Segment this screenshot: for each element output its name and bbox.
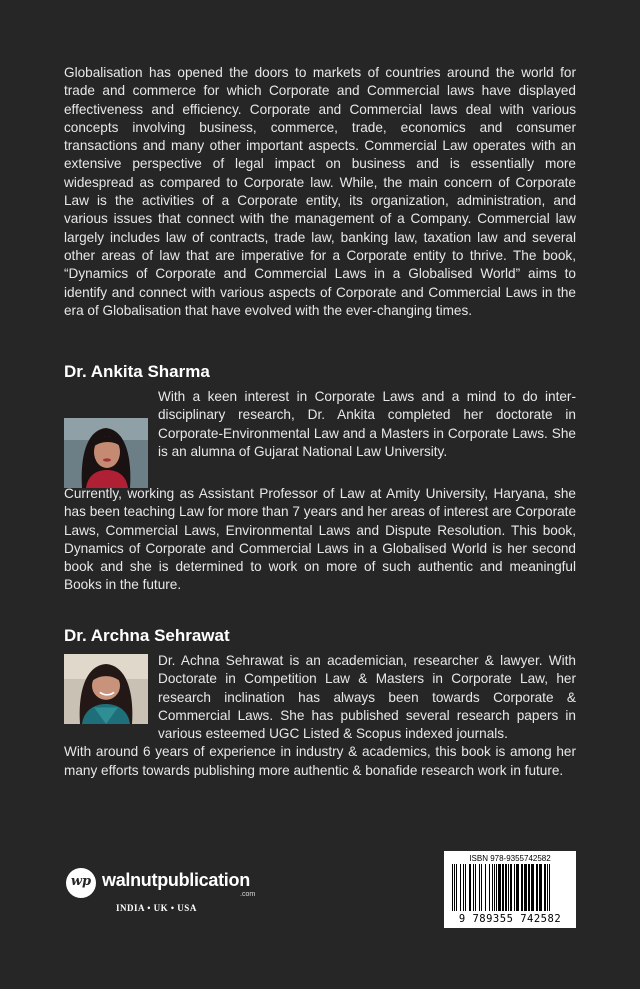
barcode-bar <box>485 864 486 911</box>
walnut-logo-icon: wp <box>66 868 96 898</box>
barcode-bar <box>508 864 509 911</box>
isbn-label: ISBN 978-9355742582 <box>469 854 551 863</box>
barcode-bar <box>547 864 548 911</box>
publisher-domain: .com <box>240 891 256 898</box>
barcode-bar <box>456 864 457 911</box>
barcode-bar <box>473 864 474 911</box>
barcode-bar <box>544 864 546 911</box>
barcode-bar <box>536 864 538 911</box>
barcode-digits: 9 789355 742582 <box>458 913 562 925</box>
barcode-bar <box>502 864 504 911</box>
barcode-bar <box>496 864 497 911</box>
author-bio-ankita-para1: With a keen interest in Corporate Laws and a mind to do inter-disciplinary research, Dr. Ankita completed her doctorate in Corporate-Environmental Law and a Masters in Corporate Laws. She is an alumna of Gujarat National Law University. <box>158 389 576 459</box>
barcode-bar <box>475 864 476 911</box>
author-bio-ankita-para2: Currently, working as Assistant Professor of Law at Amity University, Haryana, she has been teaching Law for more than 7 years and her areas of interest are Corporate Laws, Commercial Laws, Environmental Laws and Dispute Resolution. This book, Dynamics of Corporate and Commercial Laws in a Globalised World is her second book and she is determined to work on more of such authentic and meaningful Books in the future. <box>64 486 576 593</box>
barcode-bar <box>531 864 534 911</box>
publisher-regions: INDIA • UK • USA <box>116 903 197 913</box>
publisher-logo-block <box>64 862 274 922</box>
barcode-bar <box>481 864 482 911</box>
barcode-bar <box>516 864 519 911</box>
barcode-bar <box>528 864 530 911</box>
author-name-ankita-sharma: Dr. Ankita Sharma <box>64 362 210 381</box>
barcode-bar <box>465 864 466 911</box>
barcode-bar <box>469 864 471 911</box>
author-bio-archna-para1: Dr. Achna Sehrawat is an academician, researcher & lawyer. With Doctorate in Competition Law & Masters in Corporate Law, her research inclination has always been towards Corporate & Commercial Laws. She has published several research papers in various esteemed UGC Listed & Scopus indexed journals. <box>158 653 576 742</box>
barcode-bar <box>524 864 527 911</box>
barcode-bar <box>489 864 490 911</box>
barcode-bar <box>460 864 461 911</box>
barcode-bar <box>452 864 453 911</box>
barcode-bar <box>521 864 523 911</box>
barcode-bars-icon <box>450 864 570 913</box>
barcode-bar <box>494 864 495 911</box>
author-bio-ankita-sharma <box>64 388 576 595</box>
barcode-bar <box>514 864 515 911</box>
barcode-bar <box>498 864 501 911</box>
back-cover-blurb: Globalisation has opened the doors to markets of countries around the world for trade and commerce for which Corporate and Commercial laws have displayed effectiveness and efficiency. Corporate and Commercial laws deal with various concepts involving business, commerce, trade, economics and consumer transactions and many other important aspects. Commercial Law operates with an extensive perspective of legal impact on business and is essentially more widespread as compared to Corporate law. While, the main concern of Corporate Law is the activities of a Corporate entity, its organization, administration, and various issues that connect with the management of a Company. Commercial law largely includes law of contracts, trade law, banking law, taxation law and several other areas of law that are imperative for a Corporate entity to thrive. The book, “Dynamics of Corporate and Commercial Laws in a Globalised World” aims to identify and connect with various aspects of Corporate and Commercial Laws in the era of Globalisation that have evolved with the ever-changing times. <box>64 65 576 318</box>
isbn-barcode <box>444 851 576 928</box>
barcode-bar <box>492 864 493 911</box>
barcode-bar <box>479 864 480 911</box>
author-name-archna-sehrawat: Dr. Archna Sehrawat <box>64 626 230 645</box>
author-bio-archna-sehrawat <box>64 652 576 780</box>
barcode-bar <box>463 864 464 911</box>
publisher-name: walnutpublication <box>102 870 250 890</box>
barcode-bar <box>454 864 455 911</box>
barcode-bar <box>549 864 550 911</box>
barcode-bar <box>505 864 507 911</box>
barcode-bar <box>539 864 542 911</box>
author-bio-archna-para2: With around 6 years of experience in industry & academics, this book is among her many efforts towards publishing more authentic & bonafide research work in future. <box>64 744 576 778</box>
barcode-bar <box>510 864 512 911</box>
